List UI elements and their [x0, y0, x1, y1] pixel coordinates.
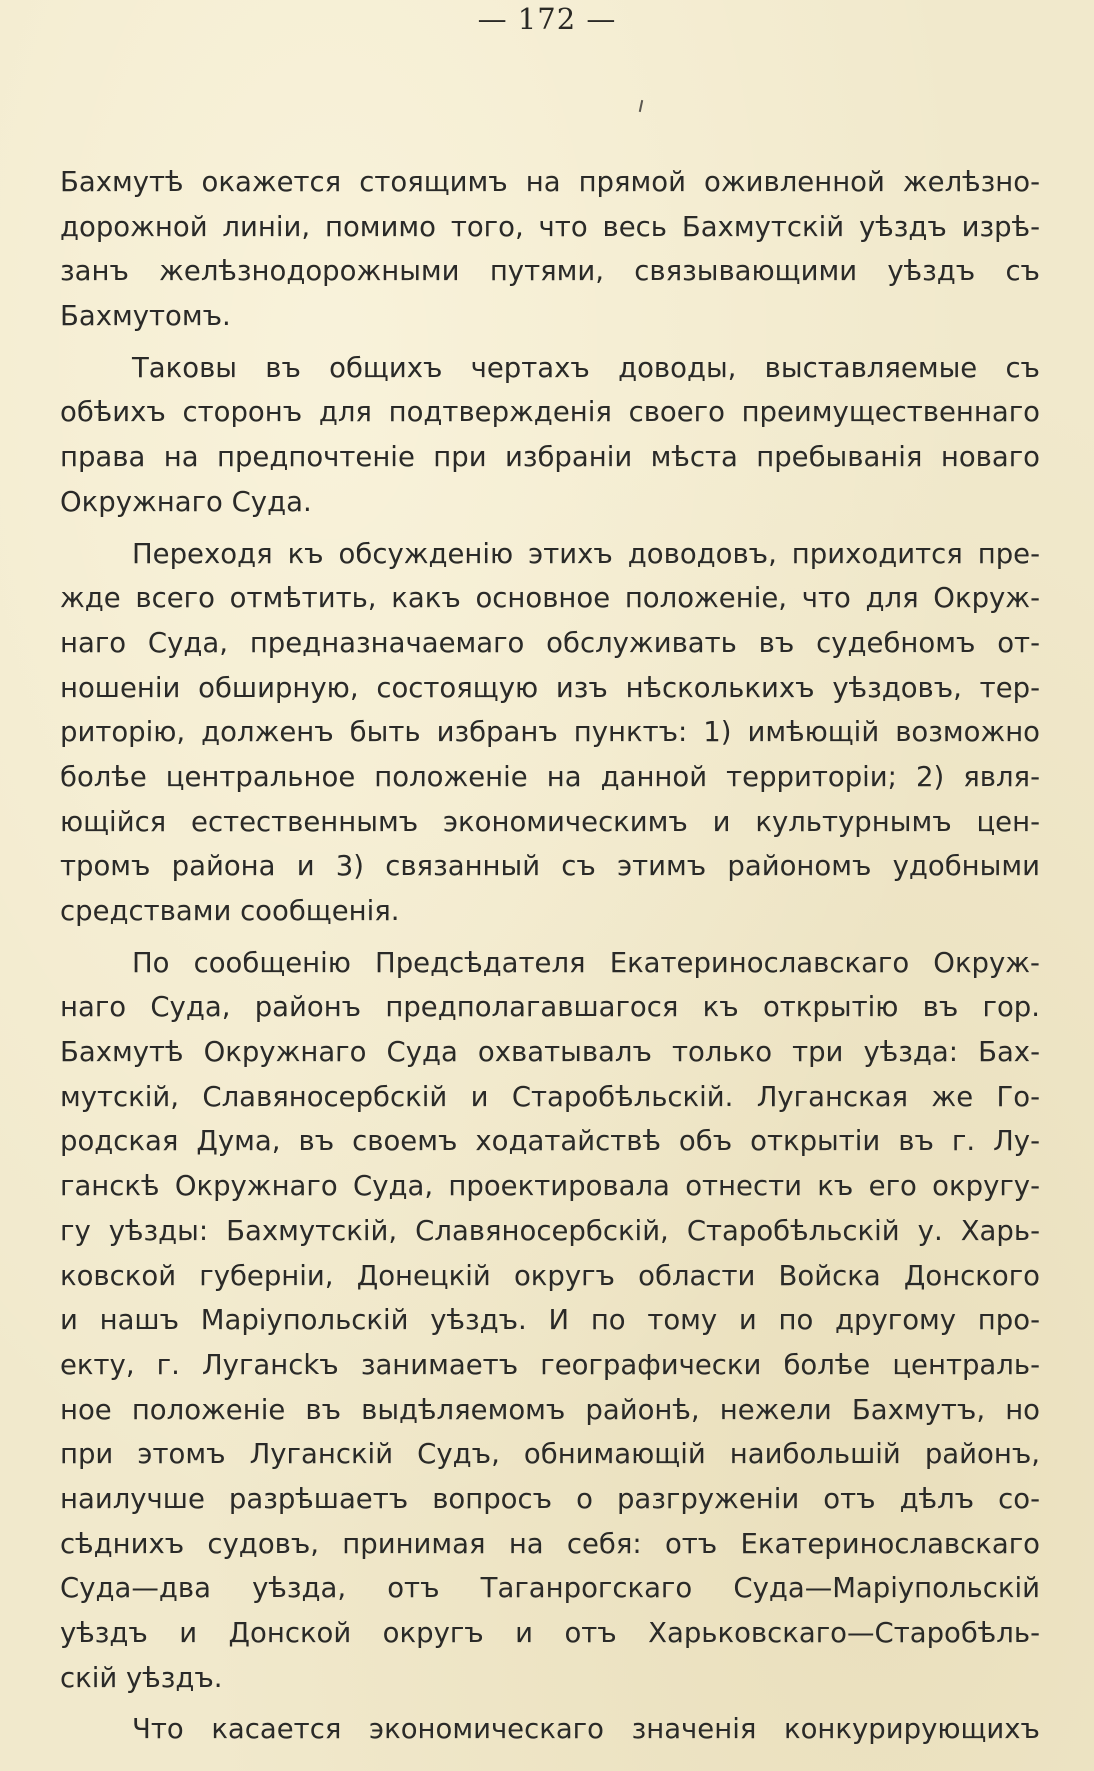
ink-mark [639, 100, 643, 112]
text-line: сѣднихъ судовъ, принимая на себя: отъ Екатеринославскаго [60, 1527, 1040, 1560]
text-line: тромъ района и 3) связанный съ этимъ райономъ удобными [60, 850, 1040, 883]
text-line: екту, г. Лугансkъ занимаетъ географически болѣе централь- [60, 1348, 1040, 1381]
text-line: риторію, долженъ быть избранъ пунктъ: 1) имѣющій возможно [60, 716, 1040, 749]
text-line: Окружнаго Суда. [60, 485, 312, 518]
text-line: болѣе центральное положеніе на данной территоріи; 2) явля- [60, 760, 1040, 793]
text-line: обѣихъ сторонъ для подтвержденія своего преимущественнаго [60, 396, 1040, 429]
text-line: ное положеніе въ выдѣляемомъ районѣ, нежели Бахмутъ, но [60, 1393, 1040, 1426]
text-line: наилучше разрѣшаетъ вопросъ о разгруженіи отъ дѣлъ со- [60, 1482, 1040, 1515]
page-number: — 172 — [477, 2, 617, 36]
text-line: ганскѣ Окружнаго Суда, проектировала отнести къ его округу- [60, 1170, 1040, 1203]
paragraph [60, 532, 1040, 934]
text-line: и нашъ Маріупольскій уѣздъ. И по тому и по другому про- [60, 1304, 1040, 1337]
paragraph [60, 1707, 1040, 1752]
text-line: Бахмутѣ окажется стоящимъ на прямой оживленной желѣзно- [60, 166, 1040, 198]
text-line: наго Суда, предназначаемаго обслуживать въ судебномъ от- [60, 626, 1040, 659]
text-line: занъ желѣзнодорожными путями, связывающими уѣздъ съ [60, 255, 1040, 288]
text-line: ющійся естественнымъ экономическимъ и культурнымъ цен- [60, 805, 1040, 838]
text-line: Переходя къ обсужденію этихъ доводовъ, приходится пре- [132, 537, 1040, 570]
text-line: дорожной линіи, помимо того, что весь Бахмутскій уѣздъ изрѣ- [60, 210, 1040, 243]
paragraph [60, 941, 1040, 1701]
text-line: ковской губерніи, Донецкій округъ области Войска Донского [60, 1259, 1040, 1292]
text-line: средствами сообщенія. [60, 895, 400, 927]
text-line: родская Дума, въ своемъ ходатайствѣ объ открытіи въ г. Лу- [60, 1125, 1040, 1158]
text-line: Что касается экономическаго значенія конкурирующихъ [132, 1713, 1040, 1746]
body-text [60, 160, 1040, 1759]
text-line: права на предпочтеніе при избраніи мѣста пребыванія новаго [60, 441, 1040, 474]
text-line: наго Суда, районъ предполагавшагося къ открытію въ гор. [60, 991, 1040, 1024]
text-line: ношеніи обширную, состоящую изъ нѣсколькихъ уѣздовъ, тер- [60, 671, 1040, 704]
text-line: Бахмутомъ. [60, 300, 231, 333]
text-line: Таковы въ общихъ чертахъ доводы, выставляемые съ [132, 351, 1040, 384]
paragraph [60, 346, 1040, 525]
text-line: скій уѣздъ. [60, 1661, 223, 1694]
text-line: Бахмутѣ Окружнаго Суда охватывалъ только три уѣзда: Бах- [60, 1036, 1040, 1069]
text-line: мутскій, Славяносербскій и Старобѣльскій. Луганская же Го- [60, 1080, 1040, 1113]
text-line: Суда—два уѣзда, отъ Таганрогскаго Суда—Маріупольскій [60, 1572, 1040, 1605]
text-line: гу уѣзды: Бахмутскій, Славяносербскій, Старобѣльскій у. Харь- [60, 1214, 1040, 1247]
text-line: при этомъ Луганскій Судъ, обнимающій наибольшій районъ, [60, 1438, 1040, 1471]
text-line: жде всего отмѣтить, какъ основное положеніе, что для Окруж- [60, 582, 1040, 615]
text-line: По сообщенію Предсѣдателя Екатеринославскаго Окруж- [132, 946, 1040, 979]
paragraph [60, 160, 1040, 339]
text-line: уѣздъ и Донской округъ и отъ Харьковскаго—Старобѣль- [60, 1617, 1040, 1649]
